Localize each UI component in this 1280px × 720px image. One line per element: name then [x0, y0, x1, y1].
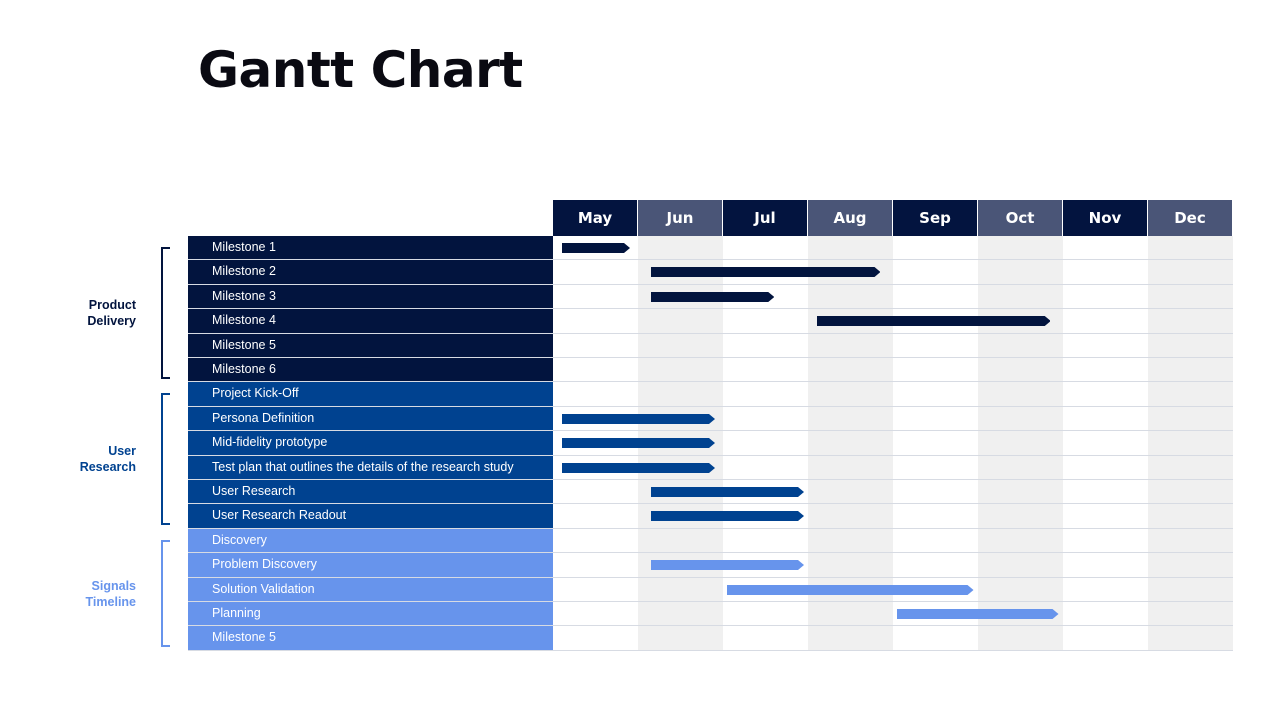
- task-bar: [897, 609, 1059, 619]
- row-divider: [188, 650, 1233, 651]
- task-bar-shape: [651, 267, 881, 277]
- task-label: Project Kick-Off: [188, 382, 553, 405]
- month-header: May: [553, 200, 638, 236]
- task-label: Milestone 1: [188, 236, 553, 259]
- task-label: Persona Definition: [188, 407, 553, 430]
- month-header: Oct: [978, 200, 1063, 236]
- task-bar-shape: [562, 243, 630, 253]
- task-label: User Research: [188, 480, 553, 503]
- task-bar: [562, 438, 715, 448]
- month-column-shade: [1148, 236, 1233, 651]
- group-label: User Research: [79, 444, 136, 475]
- task-bar: [562, 414, 715, 424]
- month-header: Sep: [893, 200, 978, 236]
- task-bar: [651, 560, 804, 570]
- group-label: Product Delivery: [87, 298, 136, 328]
- task-bar: [727, 585, 974, 595]
- group-bracket: [161, 540, 170, 648]
- task-bar-shape: [817, 316, 1051, 326]
- task-label: Mid-fidelity prototype: [188, 431, 553, 454]
- task-label: User Research Readout: [188, 504, 553, 527]
- task-bar-shape: [562, 414, 715, 424]
- month-header: Nov: [1063, 200, 1148, 236]
- task-bar-shape: [562, 463, 715, 473]
- task-bar-shape: [651, 560, 804, 570]
- task-bar: [651, 292, 774, 302]
- task-label: Problem Discovery: [188, 553, 553, 576]
- month-header: Jul: [723, 200, 808, 236]
- task-bar: [651, 267, 881, 277]
- task-bar-shape: [651, 511, 804, 521]
- task-label: Planning: [188, 602, 553, 625]
- task-bar: [651, 487, 804, 497]
- month-header: Jun: [638, 200, 723, 236]
- task-label: Discovery: [188, 529, 553, 552]
- task-label: Solution Validation: [188, 578, 553, 601]
- page-title: Gantt Chart: [198, 41, 523, 99]
- group-bracket: [161, 393, 170, 525]
- task-bar-shape: [897, 609, 1059, 619]
- task-label: Milestone 6: [188, 358, 553, 381]
- month-column-shade: [978, 236, 1063, 651]
- task-bar: [562, 463, 715, 473]
- month-header: Dec: [1148, 200, 1233, 236]
- task-bar: [562, 243, 630, 253]
- task-label: Milestone 2: [188, 260, 553, 283]
- group-bracket: [161, 247, 170, 379]
- task-bar-shape: [562, 438, 715, 448]
- month-header: Aug: [808, 200, 893, 236]
- task-bar-shape: [651, 292, 774, 302]
- task-bar: [651, 511, 804, 521]
- task-bar-shape: [651, 487, 804, 497]
- task-label: Test plan that outlines the details of the research study: [188, 456, 553, 479]
- task-bar: [817, 316, 1051, 326]
- task-bar-shape: [727, 585, 974, 595]
- task-label: Milestone 5: [188, 626, 553, 649]
- group-label: Signals Timeline: [85, 578, 136, 609]
- task-label: Milestone 5: [188, 334, 553, 357]
- task-label: Milestone 3: [188, 285, 553, 308]
- task-label: Milestone 4: [188, 309, 553, 332]
